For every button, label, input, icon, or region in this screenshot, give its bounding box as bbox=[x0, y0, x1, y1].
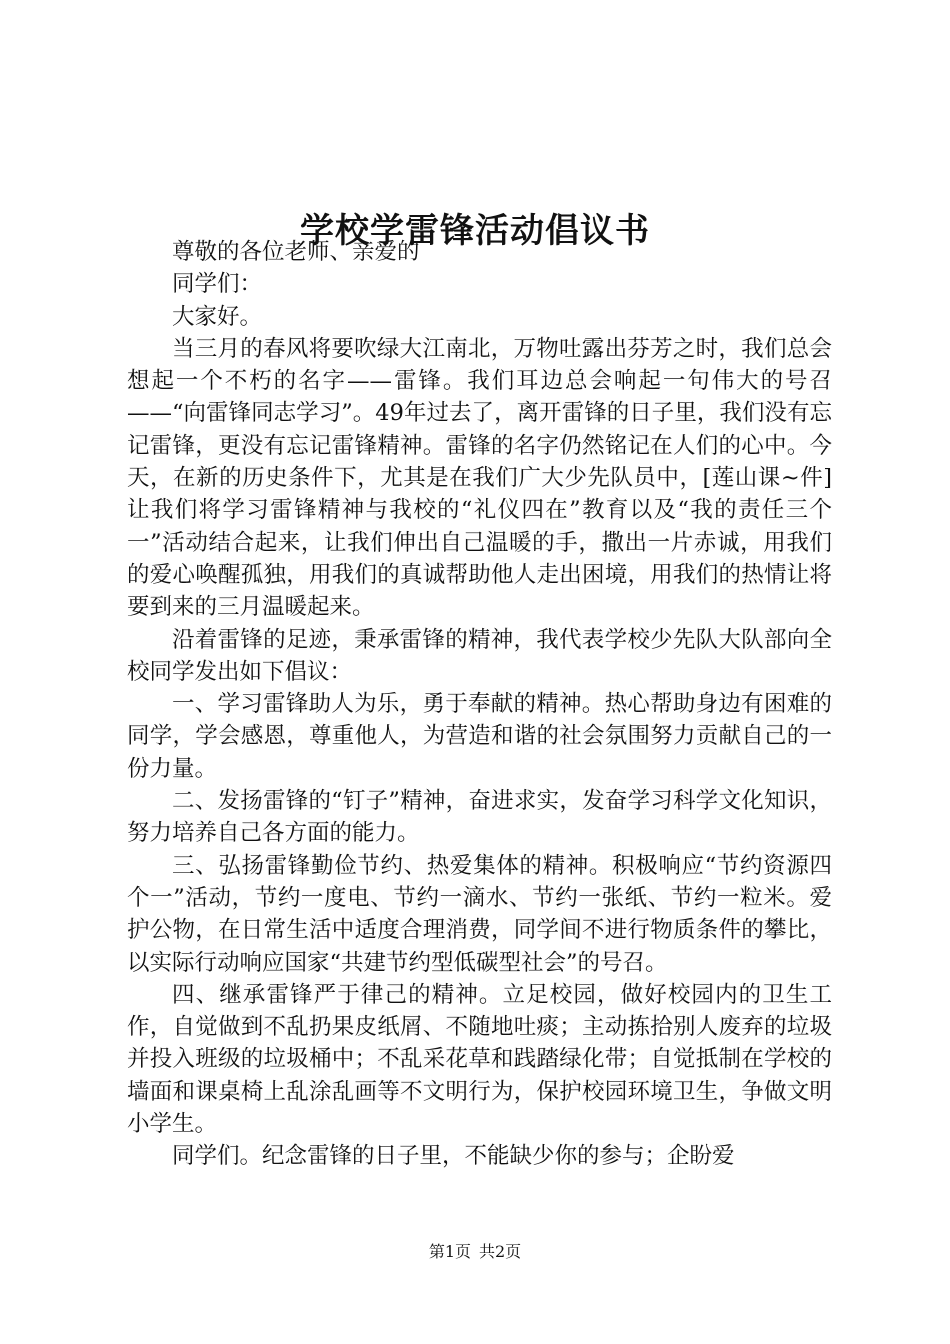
proposal-item-2: 二、发扬雷锋的“钉子”精神，奋进求实，发奋学习科学文化知识，努力培养自己各方面的能力。 bbox=[127, 788, 832, 847]
proposal-item-4: 四、继承雷锋严于律己的精神。立足校园，做好校园内的卫生工作，自觉做到不乱扔果皮纸屑、不随地吐痰；主动拣拾别人废弃的垃圾并投入班级的垃圾桶中；不乱采花草和践踏绿化带；自觉抵制在学校的墙面和课桌椅上乱涂乱画等不文明行为，保护校园环境卫生，争做文明小学生。 bbox=[127, 981, 832, 1138]
page-footer bbox=[0, 1240, 950, 1264]
salutation-line-2: 同学们： bbox=[172, 271, 263, 298]
salutation-line-1: 尊敬的各位老师、亲爱的 bbox=[172, 239, 420, 265]
proposal-item-1: 一、学习雷锋助人为乐，勇于奉献的精神。热心帮助身边有困难的同学，学会感恩，尊重他人，为营造和谐的社会氛围努力贡献自己的一份力量。 bbox=[127, 691, 832, 782]
greeting: 大家好。 bbox=[172, 303, 263, 330]
page-number: 第1页 bbox=[428, 1242, 471, 1261]
proposal-item-3: 三、弘扬雷锋勤俭节约、热爱集体的精神。积极响应“节约资源四个一”活动，节约一度电、节约一滴水、节约一张纸、节约一粒米。爱护公物，在日常生活中适度合理消费，同学间不进行物质条件的攀比，以实际行动响应国家“共建节约型低碳型社会”的号召。 bbox=[127, 852, 832, 976]
closing-paragraph: 同学们。纪念雷锋的日子里，不能缺少你的参与；企盼爱 bbox=[172, 1143, 735, 1170]
proposal-lead-paragraph: 沿着雷锋的足迹，秉承雷锋的精神，我代表学校少先队大队部向全校同学发出如下倡议： bbox=[127, 626, 832, 685]
document-body bbox=[127, 236, 832, 1173]
document-title: 学校学雷锋活动倡议书 bbox=[300, 210, 650, 251]
intro-paragraph: 当三月的春风将要吹绿大江南北，万物吐露出芬芳之时，我们总会想起一个不朽的名字——雷锋。我们耳边总会响起一句伟大的号召——“向雷锋同志学习”。49年过去了，离开雷锋的日子里，我们没有忘记雷锋，更没有忘记雷锋精神。雷锋的名字仍然铭记在人们的心中。今天，在新的历史条件下，尤其是在我们广大少先队员中，[莲山课~件]让我们将学习雷锋精神与我校的“礼仪四在”教育以及“我的责任三个一”活动结合起来，让我们伸出自己温暖的手，撒出一片赤诚，用我们的爱心唤醒孤独，用我们的真诚帮助他人走出困境，用我们的热情让将要到来的三月温暖起来。 bbox=[127, 335, 832, 621]
page-total: 共2页 bbox=[479, 1242, 522, 1261]
